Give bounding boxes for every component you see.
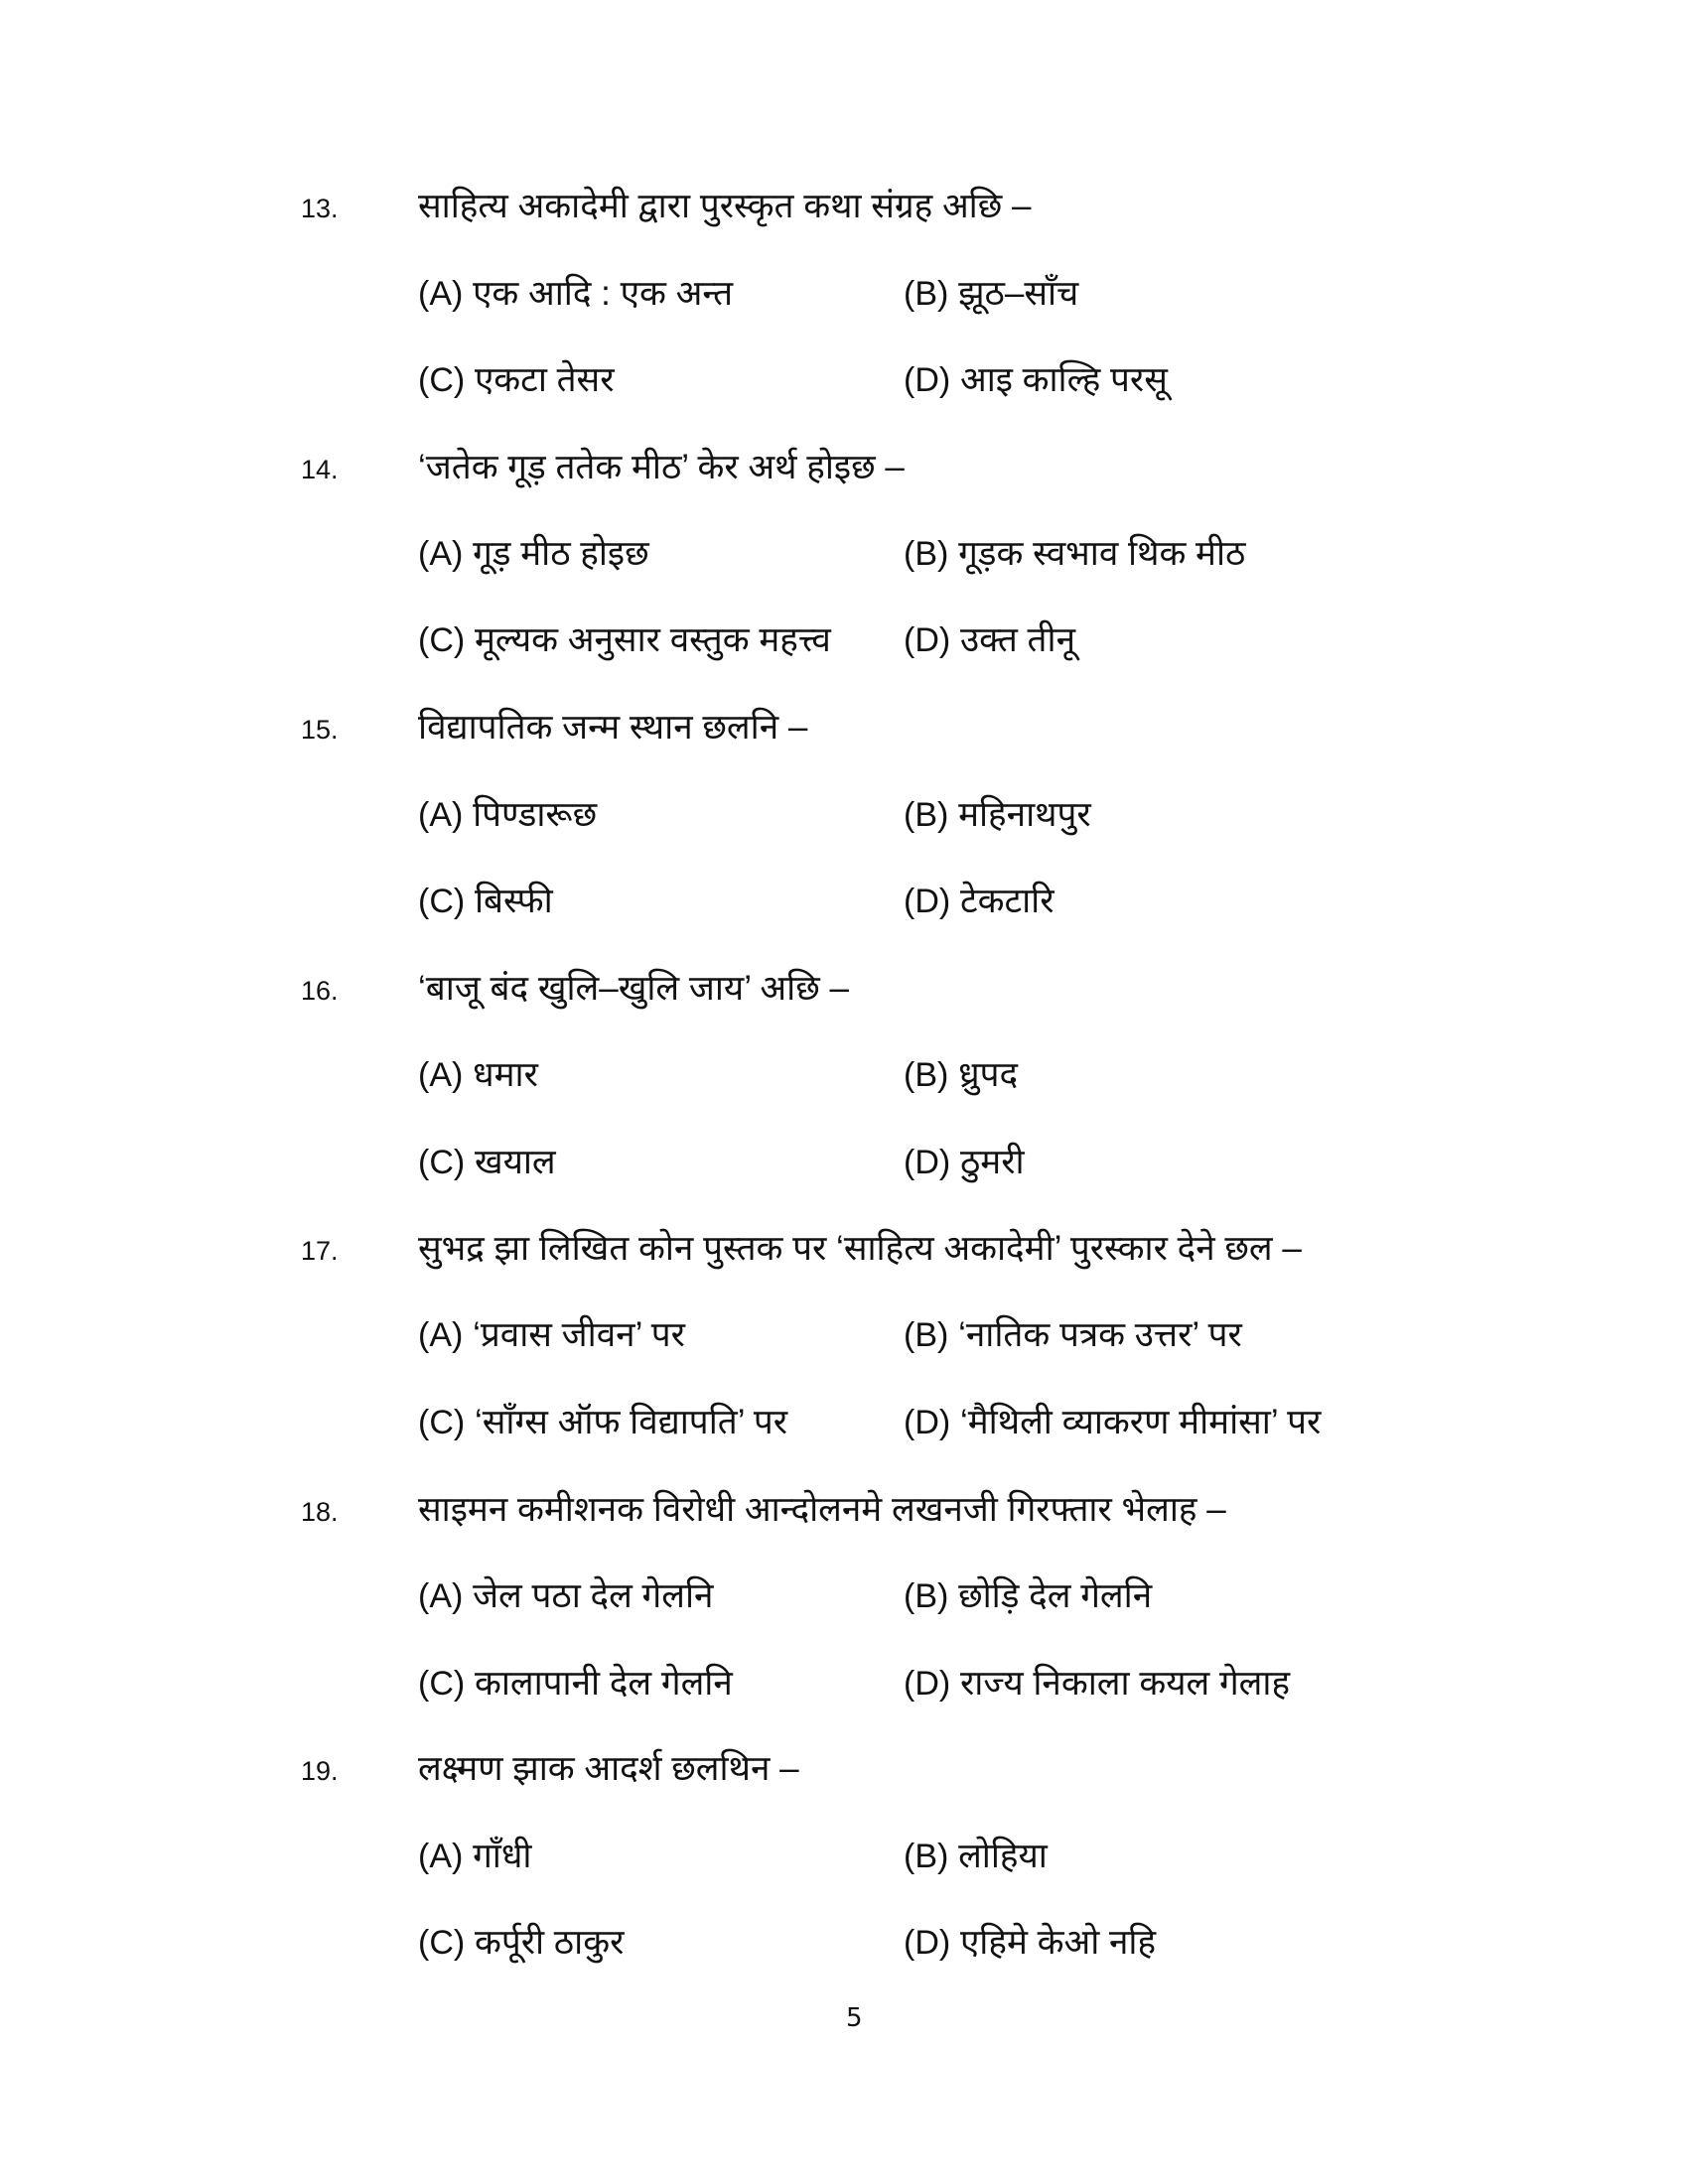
- option-c: [418, 360, 615, 400]
- option-c: [418, 1923, 624, 1963]
- option-text: आइ काल्हि परसू: [959, 360, 1168, 399]
- option-c: [418, 882, 553, 921]
- option-text: एकटा तेसर: [474, 360, 615, 399]
- option-b: [904, 795, 1091, 835]
- option-label: (B): [904, 1316, 949, 1354]
- option-a: [418, 795, 597, 835]
- option-a: [418, 534, 649, 574]
- option-text: पिण्डारूछ: [473, 795, 598, 834]
- question-text: सुभद्र झा लिखित कोन पुस्तक पर ‘साहित्य अकादेमी’ पुरस्कार देने छल –: [418, 1229, 1302, 1268]
- option-label: (A): [418, 1838, 464, 1875]
- option-label: (D): [904, 1665, 951, 1703]
- option-label: (B): [904, 275, 949, 313]
- option-label: (C): [418, 361, 466, 399]
- option-text: गूड़क स्वभाव थिक मीठ: [958, 534, 1246, 573]
- option-label: (D): [904, 361, 951, 399]
- option-a: [418, 1315, 685, 1355]
- option-b: [904, 534, 1245, 574]
- option-label: (B): [904, 796, 949, 834]
- option-label: (A): [418, 796, 464, 834]
- option-text: ‘प्रवास जीवन’ पर: [473, 1315, 685, 1354]
- option-d: [904, 1403, 1321, 1442]
- option-b: [904, 1315, 1242, 1355]
- option-label: (B): [904, 1838, 949, 1875]
- option-text: ध्रुपद: [958, 1055, 1019, 1094]
- option-label: (D): [904, 1144, 951, 1181]
- option-text: झूठ–साँच: [958, 274, 1079, 313]
- option-label: (D): [904, 1924, 951, 1962]
- question-number: 14.: [301, 455, 339, 484]
- option-c: [418, 1664, 733, 1704]
- option-text: कालापानी देल गेलनि: [474, 1664, 733, 1703]
- option-text: धमार: [473, 1055, 538, 1094]
- option-text: ‘सॉंग्स ऑफ विद्यापति’ पर: [474, 1403, 788, 1441]
- option-d: [904, 1664, 1290, 1704]
- question-number: 19.: [301, 1756, 339, 1786]
- option-label: (B): [904, 535, 949, 573]
- option-label: (B): [904, 1056, 949, 1094]
- option-d: [904, 360, 1168, 400]
- option-label: (C): [418, 1404, 466, 1441]
- option-label: (C): [418, 883, 466, 920]
- question-number: 17.: [301, 1236, 339, 1266]
- question-text: साइमन कमीशनक विरोधी आन्दोलनमे लखनजी गिरफ्तार भेलाह –: [418, 1490, 1226, 1529]
- option-label: (C): [418, 1924, 466, 1962]
- option-label: (D): [904, 883, 951, 920]
- question-number: 18.: [301, 1497, 339, 1527]
- option-text: जेल पठा देल गेलनि: [473, 1576, 714, 1615]
- option-d: [904, 1143, 1025, 1182]
- option-text: कर्पूरी ठाकुर: [474, 1923, 625, 1962]
- option-b: [904, 1576, 1152, 1616]
- question-number: 13.: [301, 194, 339, 223]
- option-label: (C): [418, 621, 466, 659]
- option-text: ‘नातिक पत्रक उत्तर’ पर: [958, 1315, 1242, 1354]
- option-text: उक्त तीनू: [959, 620, 1075, 659]
- option-label: (A): [418, 275, 464, 313]
- option-c: [418, 1403, 787, 1442]
- option-text: महिनाथपुर: [958, 795, 1091, 834]
- option-a: [418, 1576, 713, 1616]
- option-text: लोहिया: [958, 1837, 1048, 1875]
- option-text: गाँधी: [473, 1837, 532, 1875]
- option-b: [904, 274, 1078, 314]
- option-label: (D): [904, 1404, 951, 1441]
- option-d: [904, 1923, 1156, 1963]
- question-number: 15.: [301, 715, 339, 745]
- option-label: (B): [904, 1577, 949, 1615]
- option-d: [904, 882, 1055, 921]
- option-text: ‘मैथिली व्याकरण मीमांसा’ पर: [959, 1403, 1322, 1441]
- option-label: (A): [418, 1316, 464, 1354]
- option-c: [418, 620, 831, 660]
- option-a: [418, 274, 733, 314]
- question-text: ‘बाजू बंद खुलि–खुलि जाय’ अछि –: [418, 969, 849, 1008]
- option-text: छोड़ि देल गेलनि: [958, 1576, 1153, 1615]
- option-text: मूल्यक अनुसार वस्तुक महत्त्व: [474, 620, 831, 659]
- option-label: (D): [904, 621, 951, 659]
- option-text: एक आदि : एक अन्त: [473, 274, 734, 313]
- option-text: गूड़ मीठ होइछ: [473, 534, 649, 573]
- question-text: विद्यापतिक जन्म स्थान छलनि –: [418, 708, 808, 747]
- option-text: टेकटारि: [959, 882, 1055, 920]
- option-a: [418, 1055, 538, 1095]
- option-text: राज्य निकाला कयल गेलाह: [959, 1664, 1291, 1703]
- option-text: ठुमरी: [959, 1143, 1025, 1181]
- question-number: 16.: [301, 976, 339, 1006]
- page-number: 5: [846, 2003, 863, 2033]
- option-b: [904, 1055, 1018, 1095]
- option-label: (C): [418, 1665, 466, 1703]
- option-label: (C): [418, 1144, 466, 1181]
- option-label: (A): [418, 1577, 464, 1615]
- option-text: बिस्फी: [474, 882, 553, 920]
- option-label: (A): [418, 1056, 464, 1094]
- option-c: [418, 1143, 556, 1182]
- option-d: [904, 620, 1075, 660]
- option-b: [904, 1837, 1048, 1876]
- question-text: साहित्य अकादेमी द्वारा पुरस्कृत कथा संग्रह अछि –: [418, 187, 1032, 225]
- question-text: लक्ष्मण झाक आदर्श छलथिन –: [418, 1749, 799, 1788]
- option-label: (A): [418, 535, 464, 573]
- option-text: खयाल: [474, 1143, 556, 1181]
- question-text: ‘जतेक गूड़ ततेक मीठ’ केर अर्थ होइछ –: [418, 448, 905, 486]
- option-text: एहिमे केओ नहि: [959, 1923, 1157, 1962]
- option-a: [418, 1837, 531, 1876]
